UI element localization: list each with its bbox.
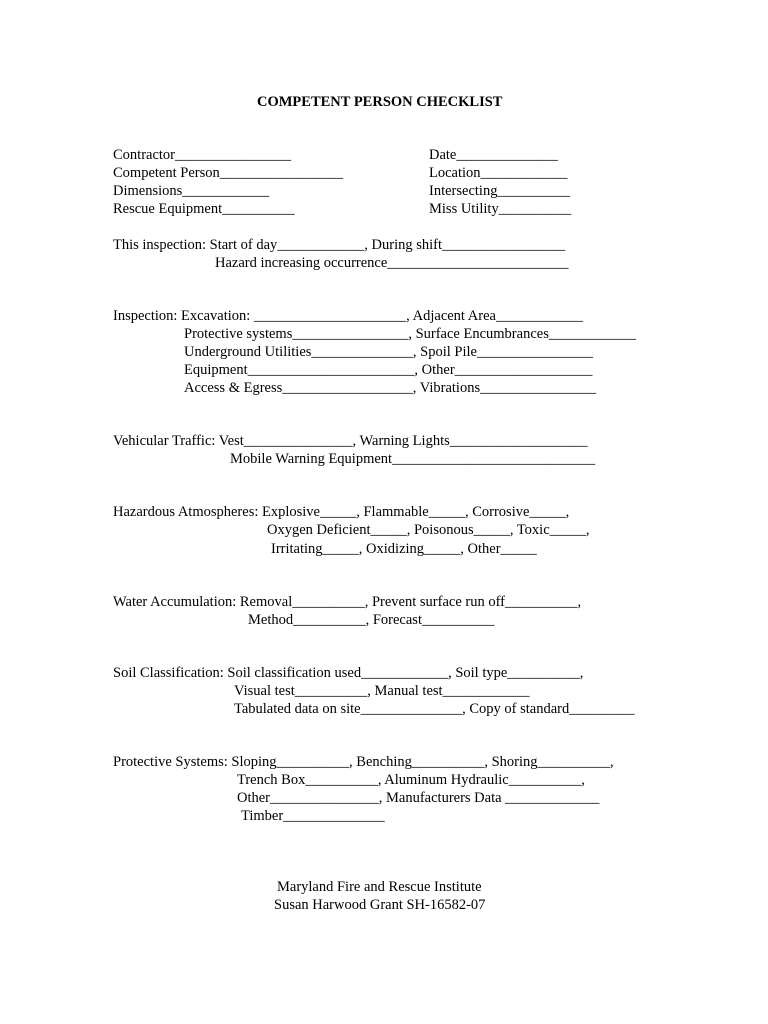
competent-person-field: Competent Person_________________ (113, 165, 343, 181)
hazardous-atmospheres-line-1: Hazardous Atmospheres: Explosive_____, Flammable_____, Corrosive_____, (113, 504, 570, 520)
intersecting-field: Intersecting__________ (429, 183, 570, 199)
inspection-time-line: This inspection: Start of day____________, During shift_________________ (113, 237, 566, 253)
page-title: COMPETENT PERSON CHECKLIST (257, 94, 503, 110)
soil-classification-line-2: Visual test__________, Manual test____________ (234, 683, 530, 699)
protective-systems-line-2: Trench Box__________, Aluminum Hydraulic__________, (237, 772, 585, 788)
protective-systems-line-1: Protective Systems: Sloping__________, Benching__________, Shoring__________, (113, 754, 614, 770)
date-field: Date______________ (429, 147, 558, 163)
protective-systems-line-3: Other_______________, Manufacturers Data _____________ (237, 790, 600, 806)
soil-classification-line-3: Tabulated data on site______________, Copy of standard_________ (234, 701, 635, 717)
protective-systems-line-4: Timber______________ (241, 808, 385, 824)
water-accumulation-line-1: Water Accumulation: Removal__________, Prevent surface run off__________, (113, 594, 582, 610)
mobile-warning-line: Mobile Warning Equipment____________________________ (230, 451, 596, 467)
inspection-line-excavation: Inspection: Excavation: _____________________, Adjacent Area____________ (113, 308, 583, 324)
contractor-field: Contractor________________ (113, 147, 292, 163)
inspection-line-utilities: Underground Utilities______________, Spoil Pile________________ (184, 344, 593, 360)
inspection-line-protective: Protective systems________________, Surface Encumbrances____________ (184, 326, 636, 342)
hazardous-atmospheres-line-3: Irritating_____, Oxidizing_____, Other_____ (271, 541, 537, 557)
inspection-line-access: Access & Egress__________________, Vibrations________________ (184, 380, 597, 396)
miss-utility-field: Miss Utility__________ (429, 201, 572, 217)
hazardous-atmospheres-line-2: Oxygen Deficient_____, Poisonous_____, Toxic_____, (267, 522, 590, 538)
rescue-equipment-field: Rescue Equipment__________ (113, 201, 295, 217)
footer-institute: Maryland Fire and Rescue Institute (277, 879, 482, 895)
water-accumulation-line-2: Method__________, Forecast__________ (248, 612, 495, 628)
hazard-increasing-line: Hazard increasing occurrence_________________________ (215, 255, 569, 271)
location-field: Location____________ (429, 165, 568, 181)
inspection-line-equipment: Equipment_______________________, Other___________________ (184, 362, 593, 378)
dimensions-field: Dimensions____________ (113, 183, 270, 199)
footer-grant: Susan Harwood Grant SH-16582-07 (274, 897, 486, 913)
soil-classification-line-1: Soil Classification: Soil classification used____________, Soil type__________, (113, 665, 584, 681)
vehicular-traffic-line: Vehicular Traffic: Vest_______________, Warning Lights___________________ (113, 433, 588, 449)
